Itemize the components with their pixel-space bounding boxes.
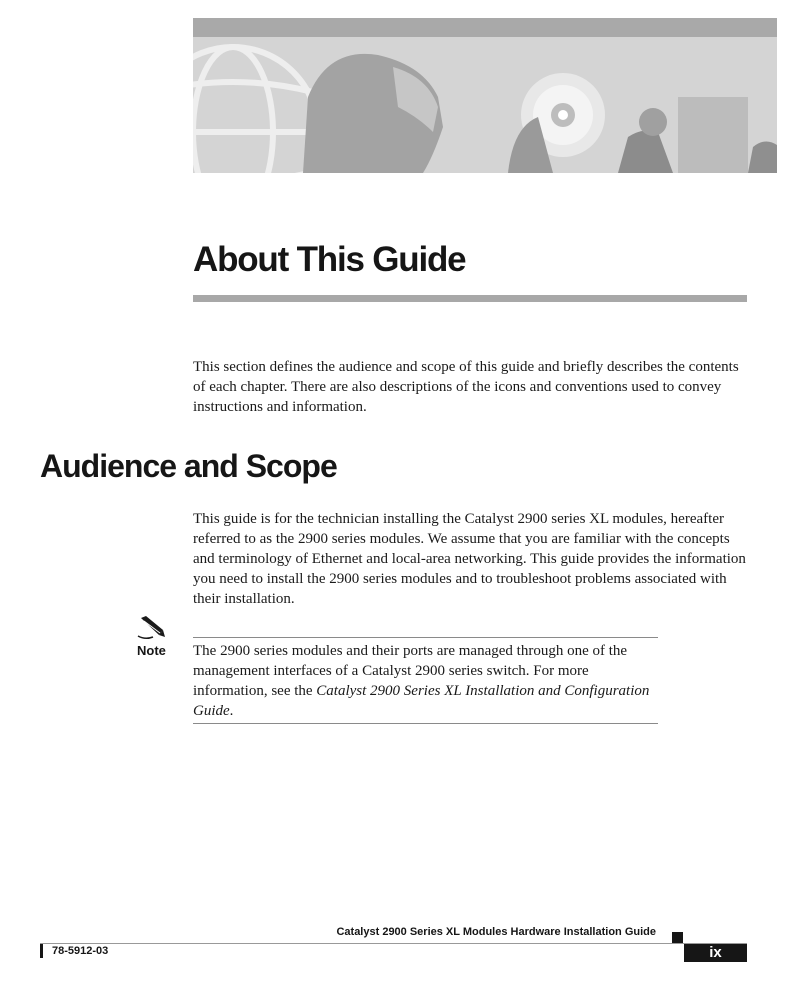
footer-rule [40,943,747,944]
note-top-rule [193,637,658,638]
note-citation: Catalyst 2900 Series XL Installation and Configuration Guide [193,683,650,719]
banner-collage-image [193,37,777,173]
banner-strip [193,18,777,37]
note-label: Note [137,643,166,658]
intro-paragraph: This section defines the audience and scope of this guide and briefly describes the contents of each chapter. There are also descriptions of the icons and conventions used to convey instructions and information. [193,359,739,415]
footer-marker [672,932,683,943]
chapter-title: About This Guide [193,240,466,279]
note-text-body: The 2900 series modules and their ports are managed through one of the management interfaces of a Catalyst 2900 series switch. For more information, see the [193,643,628,699]
note-text [193,641,663,721]
chapter-banner [193,18,777,173]
note-bottom-rule [193,723,658,724]
pencil-icon [137,614,167,640]
footer-book-title: Catalyst 2900 Series XL Modules Hardware Installation Guide [336,926,656,938]
section-heading-audience: Audience and Scope [40,448,337,484]
page-number: ix [684,944,747,962]
note-text-end: . [229,703,234,719]
footer-doc-number: 78-5912-03 [52,945,109,957]
chapter-title-rule [193,295,747,302]
footer-tick [40,944,43,958]
audience-paragraph: This guide is for the technician installing the Catalyst 2900 series XL modules, hereafter referred to as the 2900 series modules. We assume that you are familiar with the concepts and terminology of Ethernet and local-area networking. This guide provides the information you need to install the 2900 series modules and to troubleshoot problems associated with their installation. [193,511,746,607]
